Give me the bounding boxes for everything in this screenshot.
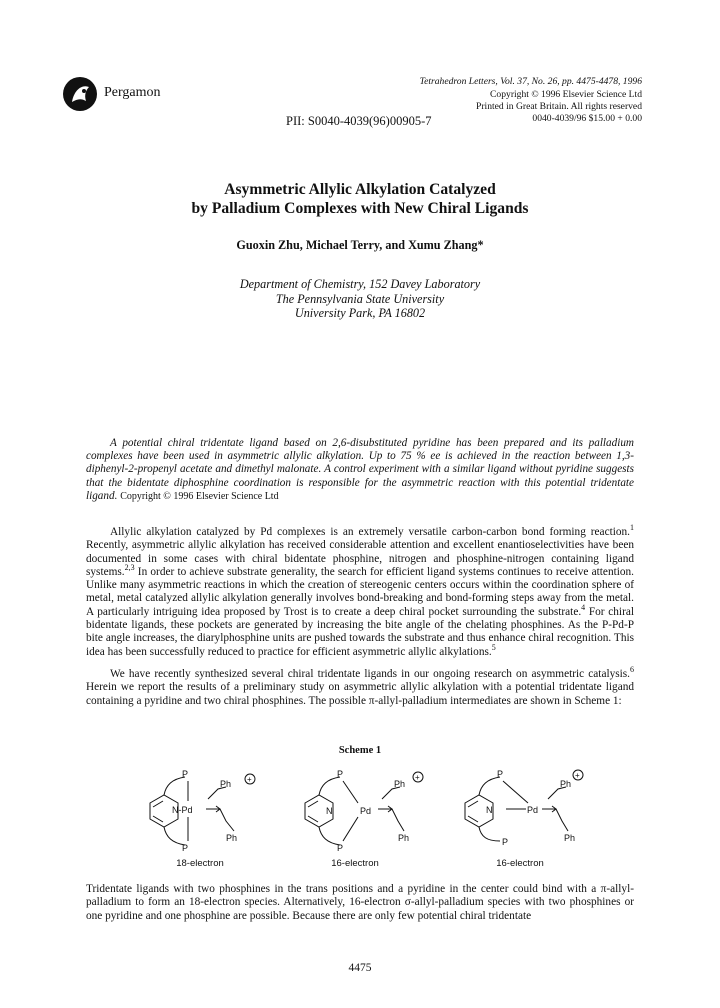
- body-paragraph-1: [86, 523, 634, 659]
- reference-1: 1: [630, 523, 634, 533]
- atom-ph: Ph: [394, 779, 406, 789]
- p1-text-a: Allylic alkylation catalyzed by Pd complexes is an extremely versatile carbon-carbon bond forming reaction.: [110, 526, 630, 538]
- paper-title: [80, 180, 640, 218]
- journal-line: Tetrahedron Letters, Vol. 37, No. 26, pp. 4475-4478, 1996: [419, 76, 642, 87]
- atom-n: N: [486, 805, 493, 815]
- pii-identifier: PII: S0040-4039(96)00905-7: [286, 114, 432, 128]
- page-number: 4475: [348, 962, 372, 974]
- p1-text-c: In order to achieve substrate generality, the search for efficient ligand systems continues to receive attention. Unlike many asymmetric reactions in which the creation of stereogenic centers occurs within the coordination sphere of metal, metal catalyzed allylic alkylation generally involves bond-breaking and bond-forming steps away from the metal. A particularly intriguing idea proposed by Trost is to create a deep chiral pocket surrounding the substrate.: [86, 565, 634, 618]
- abstract: [86, 437, 634, 503]
- structure-16-electron-b: [465, 769, 583, 847]
- structure-16-electron-a: [305, 769, 423, 853]
- atom-p: P: [182, 769, 189, 779]
- atom-p: P: [182, 843, 189, 853]
- charge-sign: +: [415, 773, 420, 782]
- p1-text-d: For chiral bidentate ligands, these pockets are generated by increasing the bite angle of the chelating phosphines. As the P-Pd-P bite angle increases, the diarylphosphine units are pushed towards the substrate and thus enhance chiral recognition. This idea has been successfully reduced to practice for efficient asymmetric allylic alkylations.: [86, 605, 634, 658]
- publisher-name: Pergamon: [104, 85, 161, 100]
- atom-p: P: [337, 769, 344, 779]
- price-line: 0040-4039/96 $15.00 + 0.00: [532, 113, 642, 124]
- affiliation-line-2: The Pennsylvania State University: [275, 291, 445, 306]
- journal-info: [342, 76, 642, 114]
- affiliation-line-3: University Park, PA 16802: [294, 306, 426, 320]
- affiliation: [80, 277, 640, 321]
- title-line-1: Asymmetric Allylic Alkylation Catalyzed: [224, 181, 496, 198]
- printed-line: Printed in Great Britain. All rights reserved: [476, 101, 642, 113]
- affiliation-line-1: Department of Chemistry, 152 Davey Laboratory: [239, 277, 481, 291]
- scheme-caption-1: 18-electron: [176, 858, 224, 869]
- atom-pd: Pd: [360, 806, 372, 816]
- abstract-text: A potential chiral tridentate ligand based on 2,6-disubstituted pyridine has been prepared and its palladium complexes have been used in asymmetric allylic alkylation. Up to 75 % ee is achieved in the reaction between 1,3-diphenyl-2-propenyl acetate and dimethyl malonate. A control experiment with a similar ligand without pyridine suggests that the bidentate diphosphine coordination is responsible for the asymmetric reaction with this potential tridentate ligand.: [86, 437, 634, 502]
- scheme-1-structures: [130, 765, 600, 865]
- atom-ph: Ph: [398, 833, 410, 843]
- p2-text-a: We have recently synthesized several chiral tridentate ligands in our ongoing research on asymmetric catalysis.: [110, 668, 630, 680]
- atom-pd: Pd: [527, 805, 539, 815]
- scheme-caption-2: 16-electron: [331, 858, 379, 869]
- abstract-copyright: Copyright © 1996 Elsevier Science Ltd: [120, 490, 279, 502]
- scheme-caption-3: 16-electron: [496, 858, 544, 869]
- p2-text-b: Herein we report the results of a preliminary study on asymmetric allylic alkylation with a potential tridentate ligand containing a pyridine and two chiral phosphines. The possible π-allyl-palladium intermediates are shown in Scheme 1:: [86, 681, 634, 707]
- atom-n-pd: N-Pd: [172, 805, 193, 815]
- pergamon-logo-icon: [62, 76, 98, 112]
- copyright-line: Copyright © 1996 Elsevier Science Ltd: [490, 88, 642, 100]
- reference-4: 5: [491, 642, 496, 652]
- charge-sign: +: [247, 775, 252, 784]
- body-paragraph-3: Tridentate ligands with two phosphines in the trans positions and a pyridine in the center could bind with a π-allyl-palladium to form an 18-electron species. Alternatively, 16-electron σ-allyl-palladium species with two phosphines or one pyridine and one phosphine are possible. Because there are only few potential chiral tridentate: [86, 883, 634, 922]
- atom-ph: Ph: [220, 779, 232, 789]
- scheme-title: Scheme 1: [338, 745, 382, 756]
- body-paragraph-2: [86, 665, 634, 708]
- atom-ph: Ph: [560, 779, 572, 789]
- atom-p: P: [497, 769, 504, 779]
- reference-3: 4: [581, 603, 586, 613]
- structure-18-electron: [150, 769, 255, 853]
- atom-ph: Ph: [564, 833, 576, 843]
- atom-p: P: [337, 843, 344, 853]
- charge-sign: +: [575, 771, 580, 780]
- atom-p: P: [502, 837, 509, 847]
- atom-n: N: [326, 806, 333, 816]
- atom-ph: Ph: [226, 833, 238, 843]
- p1-text-b: Recently, asymmetric allylic alkylation has received considerable attention and excellent enantioselectivities have been documented in some cases with chiral bidentate phosphine, nitrogen and phosphine-nitrogen containing ligand systems.: [86, 539, 634, 578]
- title-line-2: by Palladium Complexes with New Chiral Ligands: [191, 200, 529, 217]
- authors: Guoxin Zhu, Michael Terry, and Xumu Zhang*: [236, 238, 484, 252]
- reference-2: 2,3: [124, 563, 135, 573]
- reference-6: 6: [630, 665, 634, 675]
